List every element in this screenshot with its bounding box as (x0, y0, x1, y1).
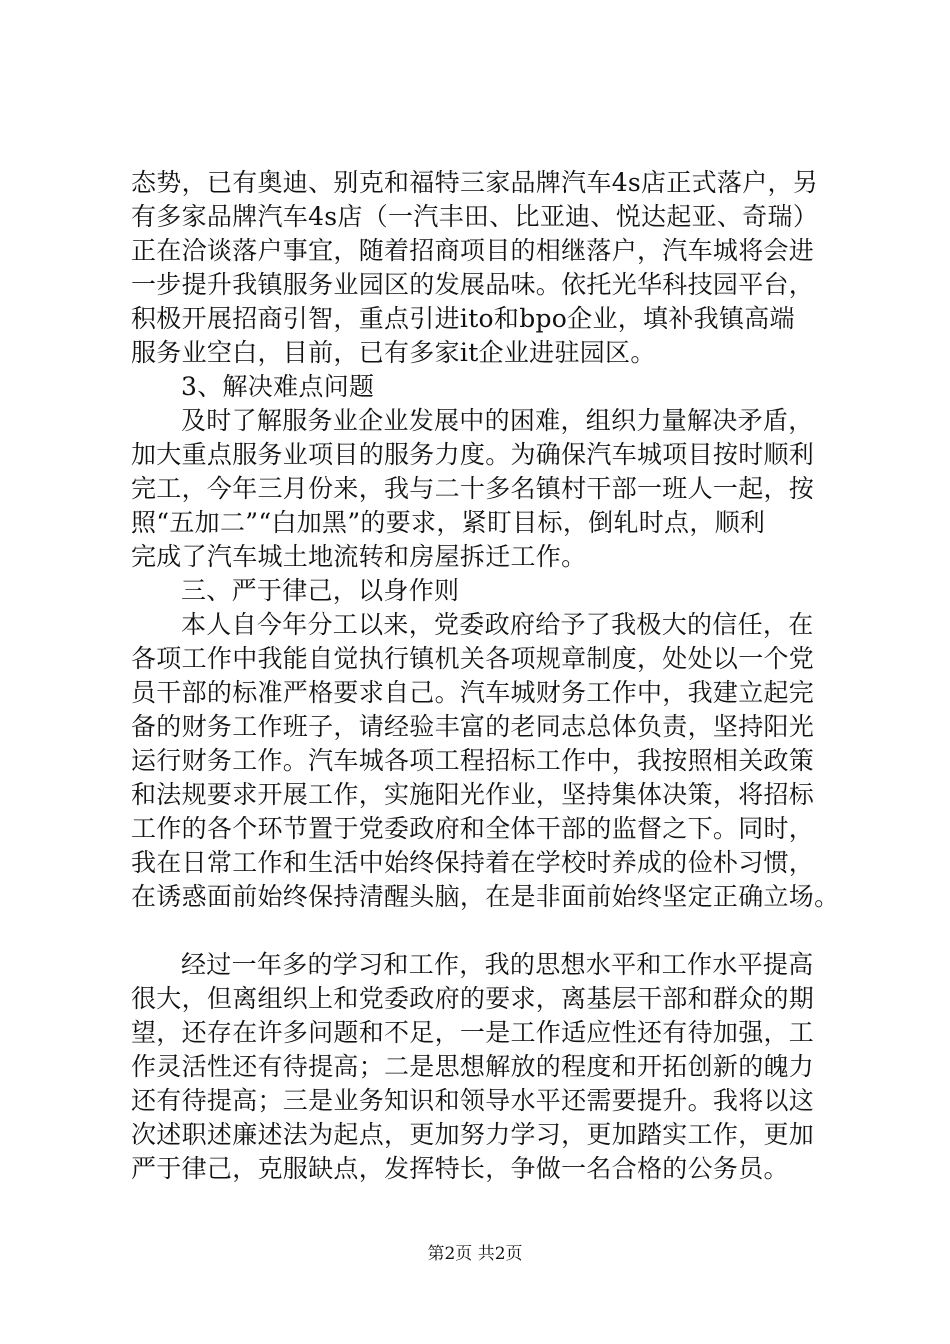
text-line: 工作的各个环节置于党委政府和全体干部的监督之下。同时， (131, 814, 815, 843)
page-number-label: 第2页 共2页 (427, 1244, 523, 1264)
text-line: 运行财务工作。汽车城各项工程招标工作中，我按照相关政策 (131, 746, 815, 775)
text-line: 备的财务工作班子，请经验丰富的老同志总体负责，坚持阳光 (131, 712, 815, 741)
text-line: 服务业空白，目前，已有多家it企业进驻园区。 (131, 338, 656, 367)
text-line: 完工，今年三月份来，我与二十多名镇村干部一班人一起，按 (131, 474, 815, 503)
text-line: 作灵活性还有待提高；二是思想解放的程度和开拓创新的魄力 (131, 1052, 815, 1081)
text-line: 态势，已有奥迪、别克和福特三家品牌汽车4s店正式落户，另 (131, 168, 819, 197)
text-line: 本人自今年分工以来，党委政府给予了我极大的信任，在 (181, 610, 814, 639)
text-line: 和法规要求开展工作，实施阳光作业，坚持集体决策，将招标 (131, 780, 815, 809)
text-line: 我在日常工作和生活中始终保持着在学校时养成的俭朴习惯， (131, 848, 815, 877)
document-body (131, 166, 840, 1186)
text-line: 各项工作中我能自觉执行镇机关各项规章制度，处处以一个党 (131, 644, 815, 673)
text-line: 及时了解服务业企业发展中的困难，组织力量解决矛盾， (181, 406, 814, 435)
text-line: 员干部的标准严格要求自己。汽车城财务工作中，我建立起完 (131, 678, 815, 707)
text-line: 严于律己，克服缺点，发挥特长，争做一名合格的公务员。 (131, 1154, 789, 1183)
section-heading: 三、严于律己，以身作则 (181, 576, 460, 605)
section-heading: 3、解决难点问题 (181, 372, 375, 401)
text-line: 经过一年多的学习和工作，我的思想水平和工作水平提高 (181, 950, 814, 979)
text-line: 照“五加二”“白加黑”的要求，紧盯目标，倒轧时点，顺利 (131, 508, 766, 537)
page-footer (0, 1243, 950, 1265)
text-line: 次述职述廉述法为起点，更加努力学习，更加踏实工作，更加 (131, 1120, 815, 1149)
text-line: 望，还存在许多问题和不足，一是工作适应性还有待加强，工 (131, 1018, 815, 1047)
text-line: 完成了汽车城土地流转和房屋拆迁工作。 (131, 542, 587, 571)
text-line: 在诱惑面前始终保持清醒头脑，在是非面前始终坚定正确立场。 (131, 882, 840, 911)
text-line: 有多家品牌汽车4s店（一汽丰田、比亚迪、悦达起亚、奇瑞） (131, 202, 819, 231)
text-line: 正在洽谈落户事宜，随着招商项目的相继落户，汽车城将会进 (131, 236, 815, 265)
text-line: 还有待提高；三是业务知识和领导水平还需要提升。我将以这 (131, 1086, 815, 1115)
text-line: 一步提升我镇服务业园区的发展品味。依托光华科技园平台， (131, 270, 815, 299)
text-line: 加大重点服务业项目的服务力度。为确保汽车城项目按时顺利 (131, 440, 815, 469)
text-line: 积极开展招商引智，重点引进ito和bpo企业，填补我镇高端 (131, 304, 795, 333)
paragraph-gap (131, 914, 831, 948)
text-line: 很大，但离组织上和党委政府的要求，离基层干部和群众的期 (131, 984, 815, 1013)
